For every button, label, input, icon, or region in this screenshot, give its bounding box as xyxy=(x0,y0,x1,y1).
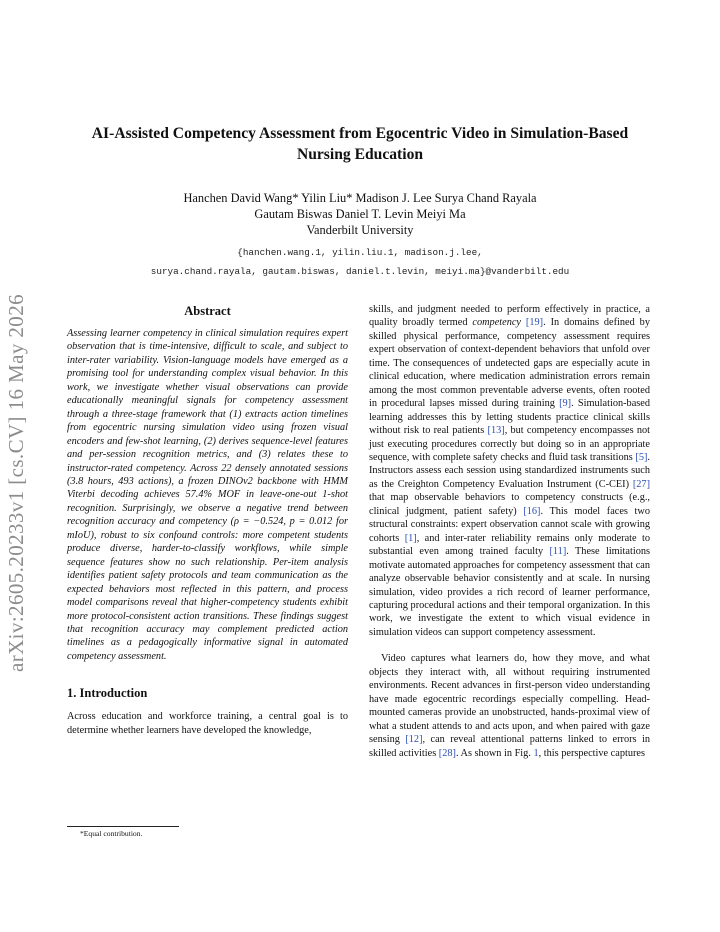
intro-paragraph-2 xyxy=(369,652,650,760)
emphasis-text: competency xyxy=(472,317,521,329)
abstract-text: Assessing learner competency in clinical simulation requires expert observation that is time-intensive, difficult to scale, and subject to inter-rater variability. Vision-language models have emerged as a promising tool for understanding complex visual behavior. In this work, we investigate whether visual observations can provide educationally meaningful signals for competency assessment through a three-stage framework that (1) extracts action timelines from egocentric nursing simulation video using frozen visual encoders and few-shot learning, (2) derives sequence-level features and per-session recognition metrics, and (3) relates these to instructor-rated competency. Across 22 densely annotated sessions (3.8 hours, 493 actions), a frozen DINOv2 backbone with HMM Viterbi decoding achieves 57.4% MOF in leave-one-out 1-shot recognition. Surprisingly, we observe a negative trend between recognition accuracy and competency (ρ = −0.524, p = 0.012 for mIoU), robust to six confound controls: more competent students produce diverse, harder-to-classify workflows, while simple sequence features show no such relationship. Per-item analysis identifies patient safety protocols and team communication as the expected behaviors most reflected in this pattern, and process model comparisons reveal that higher-competency students exhibit more protocol-consistent action transitions. These findings suggest that recognition accuracy may complement predicted action timelines as a pedagogically informative signal in automated competency assessment. xyxy=(67,328,348,662)
title-line-1: AI-Assisted Competency Assessment from Egocentric Video in Simulation-Based xyxy=(91,125,629,142)
citation-link[interactable]: [27] xyxy=(632,478,650,490)
arxiv-identifier: arXiv:2605.20233v1 [cs.CV] 16 May 2026 xyxy=(4,294,28,672)
citation-link[interactable]: [5] xyxy=(635,451,648,463)
body-text: . These limitations motivate automated approaches for competency assessment that can analyze observable behavior consistently and at scale. In nursing simulation, video provides a rich record of learner performance, capturing procedural actions and their temporal organization. In this work, we investigate the extent to which visual evidence in simulation videos can support competency assessment. xyxy=(369,546,651,638)
body-text: , and inter-rater reliability remains only moderate to substantial even among trained faculty xyxy=(369,532,650,558)
body-text: . Instructors assess each session using standardized instruments such as the Creighton Competency Evaluation Instrument (C-CEI) xyxy=(369,451,650,490)
citation-link[interactable]: [11] xyxy=(549,546,567,558)
body-text: Video captures what learners do, how they move, and what objects they interact with, all without requiring instrumented environments. Recent advances in first-person video understanding have made egocentric recordings especially compelling. Head-mounted cameras provide an unobstructed, hands-proximal view of what a student attends to and acts upon, and when paired with gaze sensing xyxy=(369,653,650,746)
author-emails xyxy=(40,243,680,281)
authors-line-2: Gautam Biswas Daniel T. Levin Meiyi Ma xyxy=(254,207,466,221)
abstract-heading: Abstract xyxy=(184,304,231,318)
body-text: , can reveal attentional patterns linked to errors in skilled activities xyxy=(369,734,651,759)
body-text: . In domains defined by skilled physical performance, competency assessment requires expert observation of context-dependent behaviors that unfold over time. The consequences of undetected gaps are especially acute in clinical education, where medication administration errors remain among the most common preventable adverse events, often rooted in procedural lapses missed during training xyxy=(369,317,650,410)
citation-link[interactable]: [16] xyxy=(523,505,541,517)
body-text: , but competency encompasses not just executing procedures correctly but doing so in an appropriate sequence, with complete safety checks and fluid task transitions xyxy=(369,425,650,463)
citation-link[interactable]: 1 xyxy=(533,747,539,759)
footnote-divider xyxy=(67,826,179,827)
footnote-equal-contribution: *Equal contribution. xyxy=(80,829,143,838)
title-line-2: Nursing Education xyxy=(296,146,424,163)
citation-link[interactable]: [1] xyxy=(404,532,417,544)
body-text: that map observable behaviors to competency constructs (e.g., clinical judgment, patient safety) xyxy=(369,492,650,517)
section-heading-introduction: 1. Introduction xyxy=(67,686,148,701)
paper-title xyxy=(40,123,680,165)
intro-paragraph-1 xyxy=(369,303,650,639)
body-text: . Simulation-based learning addresses this by letting students practice clinical skills without risk to real patients xyxy=(369,398,651,437)
citation-link[interactable]: [28] xyxy=(438,747,456,759)
citation-link[interactable]: [12] xyxy=(405,734,423,746)
citation-link[interactable]: [19] xyxy=(525,317,544,329)
authors-line-1: Hanchen David Wang* Yilin Liu* Madison J. Lee Surya Chand Rayala xyxy=(183,191,537,205)
affiliation: Vanderbilt University xyxy=(306,223,414,237)
left-column xyxy=(67,303,348,737)
citation-link[interactable]: [9] xyxy=(559,398,572,410)
email-line-2: surya.chand.rayala, gautam.biswas, daniel.t.levin, meiyi.ma}@vanderbilt.edu xyxy=(150,266,570,277)
right-column xyxy=(369,303,650,760)
intro-paragraph-left: Across education and workforce training, a central goal is to determine whether learners have developed the knowledge, xyxy=(67,711,348,736)
body-text: . This model faces two structural constraints: expert observation cannot scale with growing cohorts xyxy=(369,505,650,544)
author-block xyxy=(40,190,680,238)
body-text: skills, and judgment needed to perform effectively in practice, a quality broadly termed xyxy=(369,304,650,329)
email-line-1: {hanchen.wang.1, yilin.liu.1, madison.j.lee, xyxy=(237,247,483,258)
citation-link[interactable]: [13] xyxy=(487,425,505,437)
body-text: . As shown in Fig. xyxy=(455,747,534,759)
body-text: , this perspective captures xyxy=(538,747,645,759)
